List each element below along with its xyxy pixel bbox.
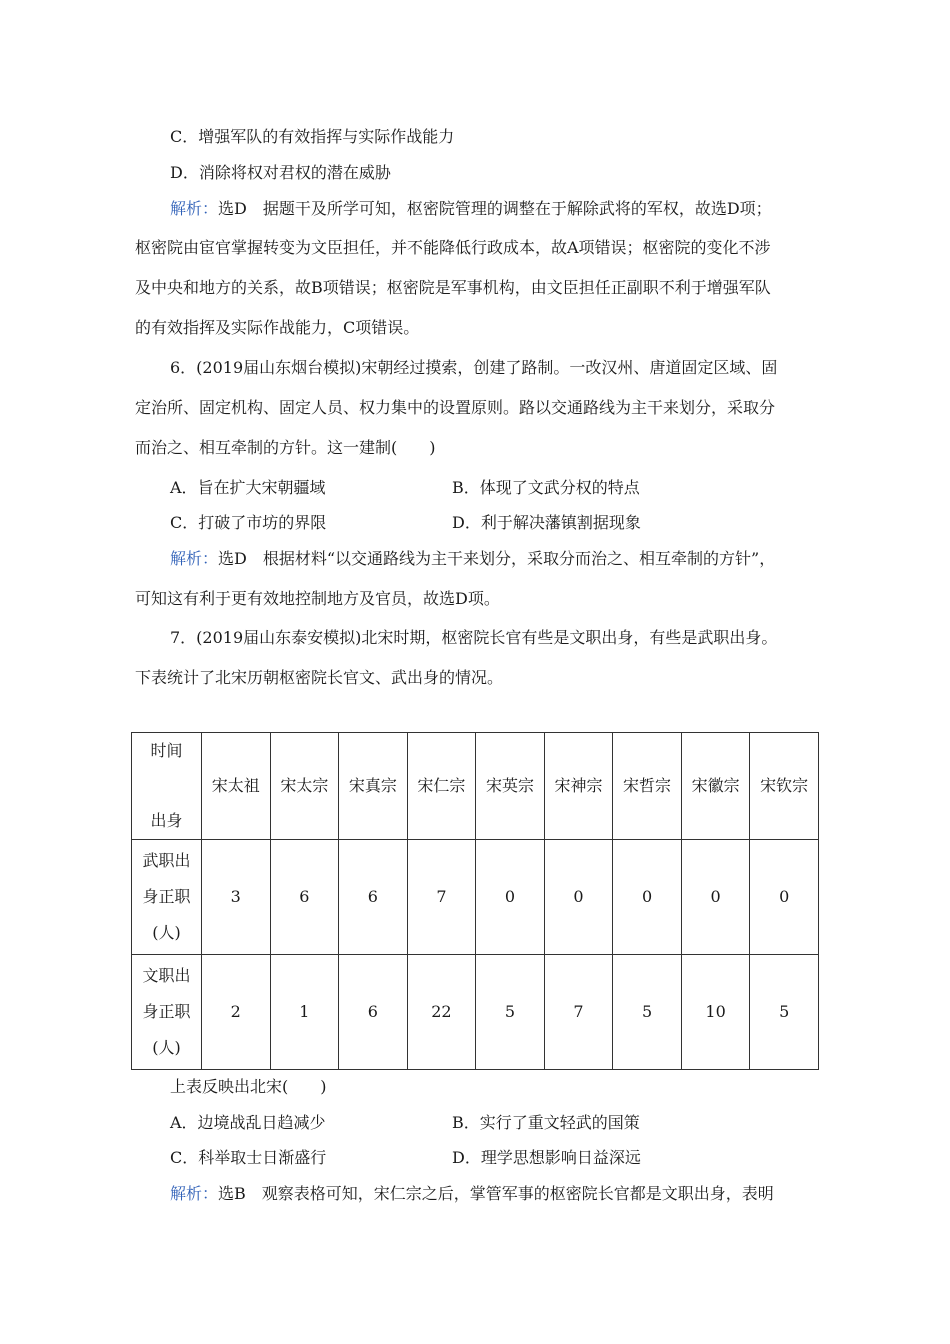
option-d-previous: D．消除将权对君权的潜在威胁 bbox=[170, 163, 391, 182]
table-header-cell: 宋仁宗 bbox=[407, 733, 476, 840]
question-6-option-d: D．利于解决藩镇割据现象 bbox=[452, 513, 641, 532]
option-c-previous: C．增强军队的有效指挥与实际作战能力 bbox=[170, 127, 455, 146]
table-header-cell: 宋神宗 bbox=[544, 733, 613, 840]
table-cell: 3 bbox=[202, 840, 271, 955]
table-header-cell: 宋徽宗 bbox=[681, 733, 750, 840]
table-cell: 1 bbox=[270, 955, 339, 1070]
question-6-line-3: 而治之、相互牵制的方针。这一建制( ) bbox=[135, 438, 436, 457]
table-header-cell: 宋英宗 bbox=[476, 733, 545, 840]
question-7-stem: 上表反映出北宋( ) bbox=[170, 1077, 327, 1096]
table-cell: 2 bbox=[202, 955, 271, 1070]
row-label-line: (人) bbox=[152, 923, 181, 942]
corner-origin-label: 出身 bbox=[150, 811, 183, 830]
question-6-option-b: B．体现了文武分权的特点 bbox=[452, 478, 640, 497]
question-7-option-a: A．边境战乱日趋减少 bbox=[170, 1113, 326, 1132]
question-6-line-1: 6．(2019届山东烟台模拟)宋朝经过摸索，创建了路制。一改汉州、唐道固定区域、固 bbox=[170, 358, 778, 377]
row-label-military bbox=[132, 840, 202, 955]
corner-time-label: 时间 bbox=[150, 741, 183, 760]
table-header-cell: 宋太祖 bbox=[202, 733, 271, 840]
table-cell: 5 bbox=[613, 955, 682, 1070]
table-cell: 22 bbox=[407, 955, 476, 1070]
table-cell: 5 bbox=[476, 955, 545, 1070]
table-cell: 10 bbox=[681, 955, 750, 1070]
question-7-option-c: C．科举取士日渐盛行 bbox=[170, 1148, 327, 1167]
row-label-civil bbox=[132, 955, 202, 1070]
question-6-option-c: C．打破了市坊的界限 bbox=[170, 513, 327, 532]
table-header-cell: 宋真宗 bbox=[339, 733, 408, 840]
question-6-option-a: A．旨在扩大宋朝疆域 bbox=[170, 478, 326, 497]
row-label-line: 武职出 bbox=[142, 851, 191, 870]
table-cell: 0 bbox=[750, 840, 819, 955]
question-6-line-2: 定治所、固定机构、固定人员、权力集中的设置原则。路以交通路线为主干来划分，采取分 bbox=[135, 398, 776, 417]
table-cell: 6 bbox=[339, 955, 408, 1070]
row-label-line: 身正职 bbox=[142, 1002, 191, 1021]
table-corner-cell bbox=[132, 733, 202, 840]
table-header-cell: 宋钦宗 bbox=[750, 733, 819, 840]
row-label-line: 身正职 bbox=[142, 887, 191, 906]
answer-7-line-1 bbox=[170, 1184, 774, 1204]
answer-6-line-1 bbox=[170, 549, 775, 569]
answer-5-line-4: 的有效指挥及实际作战能力，C项错误。 bbox=[135, 318, 420, 337]
row-label-line: 文职出 bbox=[142, 966, 191, 985]
table-cell: 0 bbox=[613, 840, 682, 955]
table-cell: 7 bbox=[544, 955, 613, 1070]
stats-table bbox=[131, 732, 819, 1070]
table-header-row bbox=[132, 733, 819, 840]
table-header-cell: 宋哲宗 bbox=[613, 733, 682, 840]
answer-6-text: 选D 根据材料“以交通路线为主干来划分，采取分而治之、相互牵制的方针”， bbox=[218, 549, 776, 568]
analysis-label: 解析： bbox=[170, 1184, 219, 1203]
row-label-line: (人) bbox=[152, 1038, 181, 1057]
analysis-label: 解析： bbox=[170, 199, 219, 218]
table-cell: 0 bbox=[544, 840, 613, 955]
question-7-line-1: 7．(2019届山东泰安模拟)北宋时期，枢密院长官有些是文职出身，有些是武职出身。 bbox=[170, 628, 778, 647]
question-7-option-d: D．理学思想影响日益深远 bbox=[452, 1148, 641, 1167]
answer-5-line-1 bbox=[170, 199, 772, 219]
table-cell: 6 bbox=[270, 840, 339, 955]
table-row bbox=[132, 955, 819, 1070]
question-7-option-b: B．实行了重文轻武的国策 bbox=[452, 1113, 640, 1132]
answer-7-text: 选B 观察表格可知，宋仁宗之后，掌管军事的枢密院长官都是文职出身，表明 bbox=[218, 1184, 774, 1203]
answer-5-text: 选D 据题干及所学可知，枢密院管理的调整在于解除武将的军权，故选D项； bbox=[218, 199, 772, 218]
answer-5-line-2: 枢密院由宦官掌握转变为文臣担任，并不能降低行政成本，故A项错误；枢密院的变化不涉 bbox=[135, 238, 771, 257]
table-cell: 5 bbox=[750, 955, 819, 1070]
answer-5-line-3: 及中央和地方的关系，故B项错误；枢密院是军事机构，由文臣担任正副职不利于增强军队 bbox=[135, 278, 771, 297]
table-cell: 0 bbox=[681, 840, 750, 955]
analysis-label: 解析： bbox=[170, 549, 219, 568]
table-cell: 6 bbox=[339, 840, 408, 955]
question-7-line-2: 下表统计了北宋历朝枢密院长官文、武出身的情况。 bbox=[135, 668, 504, 687]
table-cell: 7 bbox=[407, 840, 476, 955]
table-row bbox=[132, 840, 819, 955]
answer-6-line-2: 可知这有利于更有效地控制地方及官员，故选D项。 bbox=[135, 589, 500, 608]
table-cell: 0 bbox=[476, 840, 545, 955]
table-header-cell: 宋太宗 bbox=[270, 733, 339, 840]
